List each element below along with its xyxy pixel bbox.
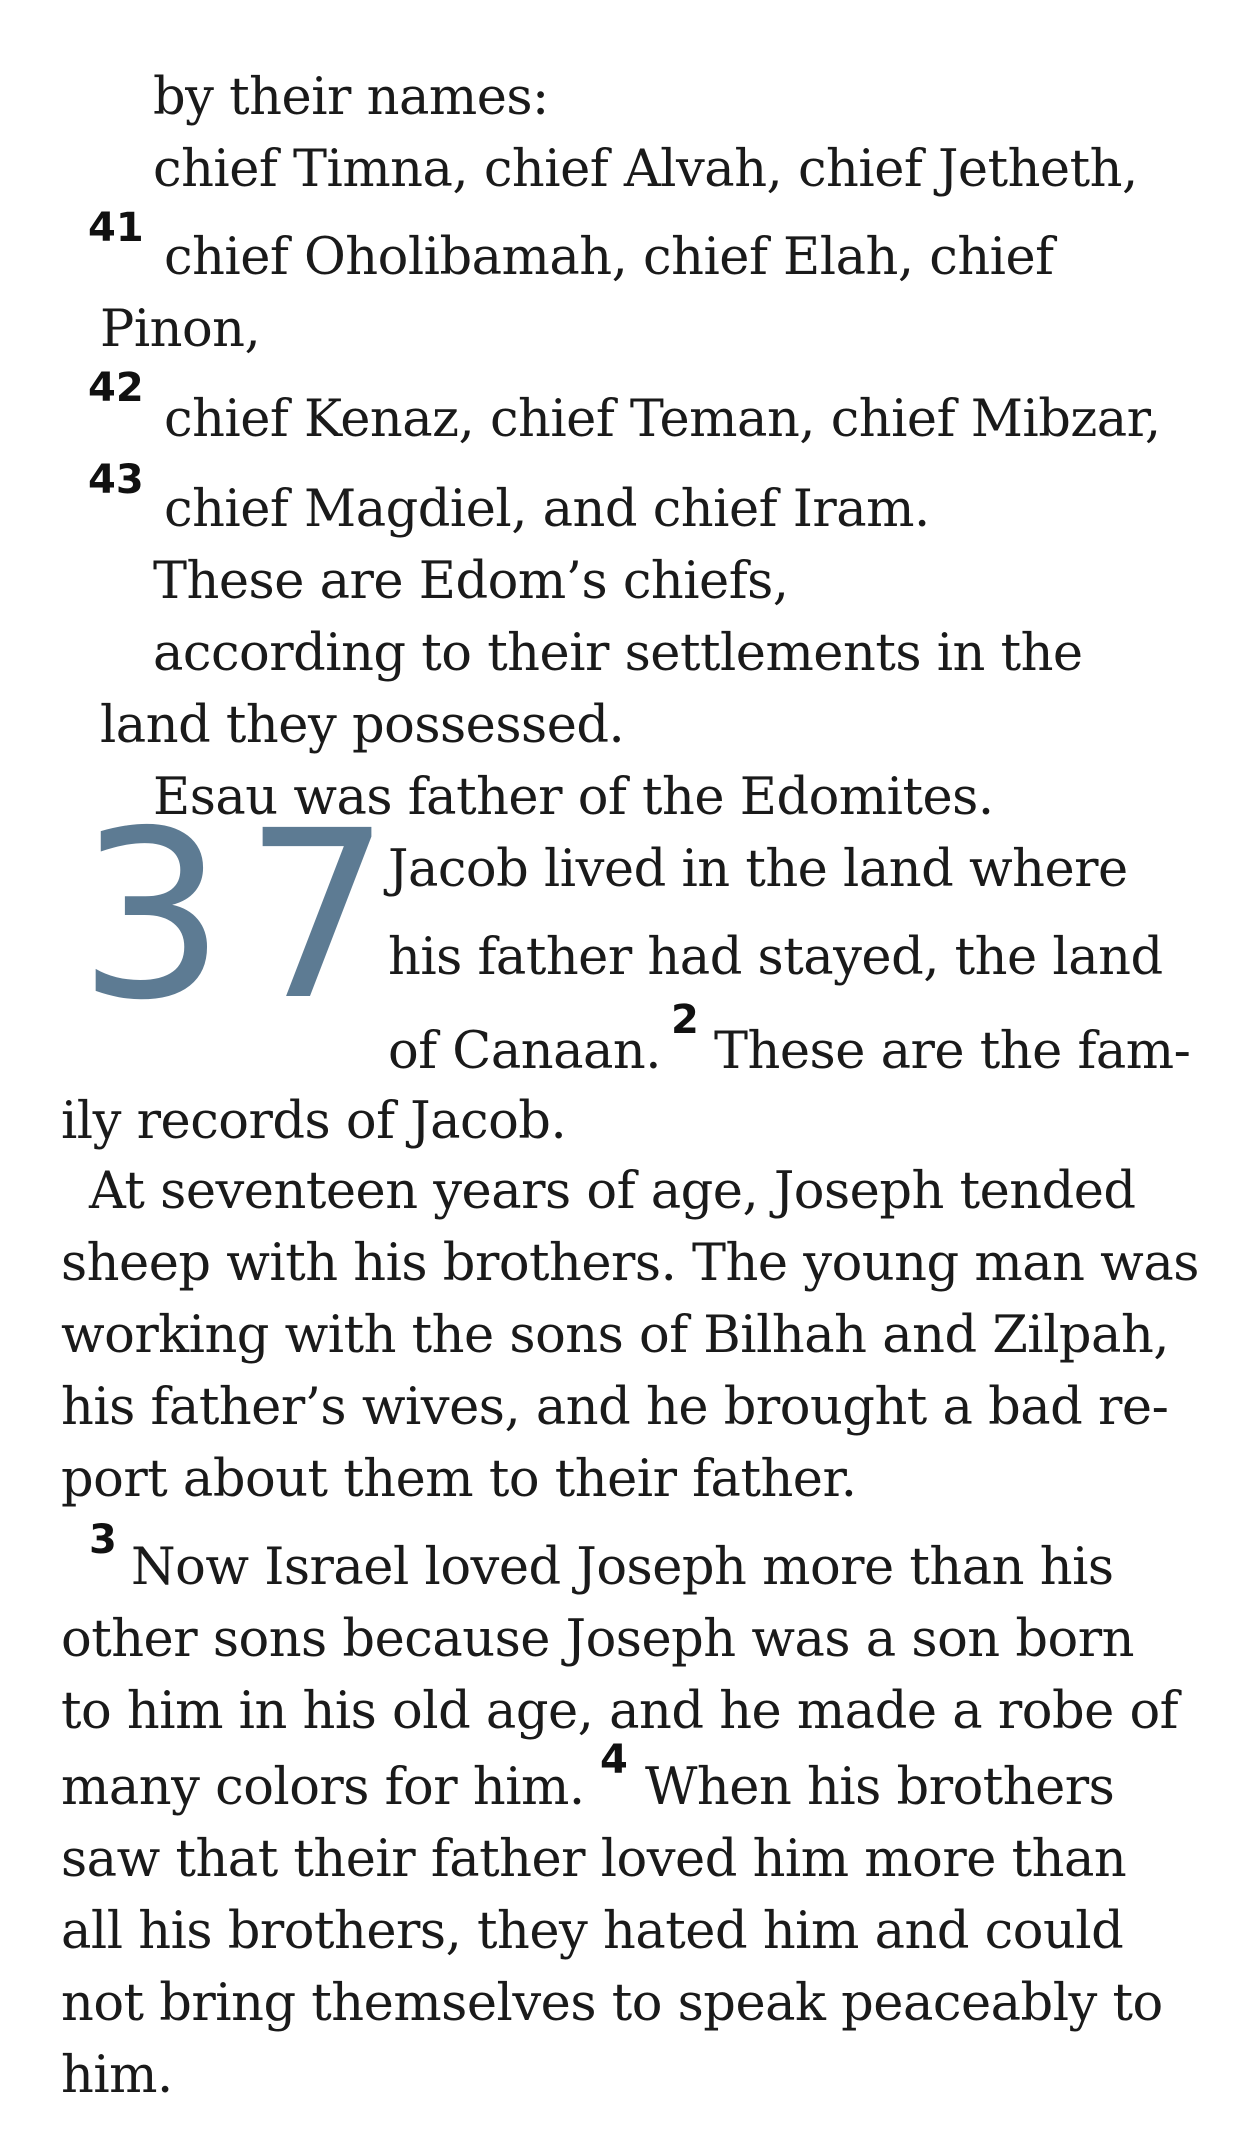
paragraph-line: When his brothers bbox=[645, 1758, 1115, 1817]
verse-number: 2 bbox=[671, 997, 699, 1043]
poetry-line: chief Kenaz, chief Teman, chief Mibzar, bbox=[164, 390, 1161, 449]
paragraph-line: of Canaan. bbox=[388, 1022, 661, 1081]
poetry-line: Pinon, bbox=[100, 300, 261, 359]
verse-number: 3 bbox=[89, 1517, 117, 1563]
paragraph-line: him. bbox=[61, 2046, 173, 2105]
paragraph-line: At seventeen years of age, Joseph tended bbox=[89, 1162, 1136, 1221]
poetry-line: land they possessed. bbox=[100, 696, 625, 755]
paragraph-line: sheep with his brothers. The young man was bbox=[61, 1234, 1199, 1293]
verse-number: 4 bbox=[600, 1737, 628, 1783]
poetry-line: according to their settlements in the bbox=[153, 624, 1083, 683]
poetry-line: chief Timna, chief Alvah, chief Jetheth, bbox=[153, 140, 1138, 199]
poetry-line: by their names: bbox=[153, 68, 549, 127]
poetry-line: chief Oholibamah, chief Elah, chief bbox=[164, 228, 1054, 287]
paragraph-line: Now Israel loved Joseph more than his bbox=[131, 1538, 1114, 1597]
paragraph-line: These are the fam- bbox=[714, 1022, 1191, 1081]
poetry-line: chief Magdiel, and chief Iram. bbox=[164, 480, 930, 539]
verse-number: 41 bbox=[88, 205, 144, 251]
paragraph-line: many colors for him. bbox=[61, 1758, 585, 1817]
poetry-line: Esau was father of the Edomites. bbox=[153, 768, 994, 827]
paragraph-line: to him in his old age, and he made a robe of bbox=[61, 1682, 1179, 1741]
paragraph-line: Jacob lived in the land where bbox=[388, 840, 1128, 899]
paragraph-line: ily records of Jacob. bbox=[61, 1092, 567, 1151]
paragraph-line: his father had stayed, the land bbox=[388, 928, 1163, 987]
paragraph-line: saw that their father loved him more than bbox=[61, 1830, 1127, 1889]
paragraph-line: not bring themselves to speak peaceably to bbox=[61, 1974, 1163, 2033]
paragraph-line: all his brothers, they hated him and could bbox=[61, 1902, 1124, 1961]
paragraph-line: other sons because Joseph was a son born bbox=[61, 1610, 1134, 1669]
paragraph-line: his father’s wives, and he brought a bad re- bbox=[61, 1378, 1169, 1437]
verse-number: 43 bbox=[88, 457, 144, 503]
poetry-line: These are Edom’s chiefs, bbox=[153, 552, 789, 611]
verse-number: 42 bbox=[88, 365, 144, 411]
chapter-number: 37 bbox=[78, 781, 410, 1051]
paragraph-line: port about them to their father. bbox=[61, 1450, 857, 1509]
paragraph-line: working with the sons of Bilhah and Zilpah, bbox=[61, 1306, 1169, 1365]
